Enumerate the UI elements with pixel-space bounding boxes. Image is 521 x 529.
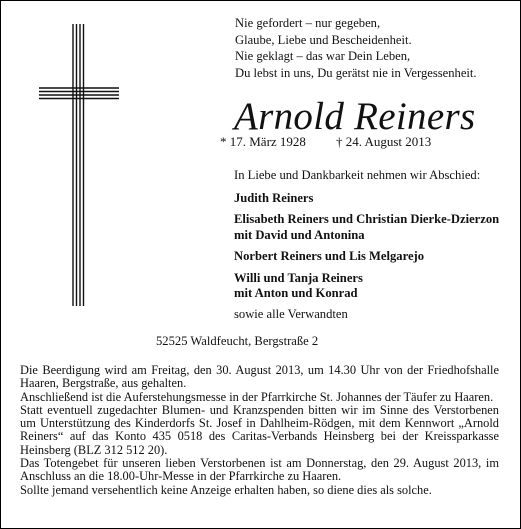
deceased-name: Arnold Reiners	[234, 95, 476, 138]
mourner-group	[234, 212, 499, 243]
paragraph: Die Beerdigung wird am Freitag, den 30. August 2013, um 14.30 Uhr von der Friedhofshalle Haaren, Bergstraße, aus gehalten.	[20, 363, 499, 391]
mourner-line: Willi und Tanja Reiners	[234, 270, 363, 285]
paragraph: Statt eventuell zugedachter Blumen- und Kranzspenden bitten wir im Sinne des Verstorbenen um Unterstützung des Kinderdorfs St. Josef in Dahlheim-Rödgen, mit dem Kennwort „Arnold Reiners“ auf das Konto 435 0518 des Caritas-Verbands Heinsberg bei der Kreissparkasse Heinsberg (BLZ 312 512 20).	[20, 402, 499, 457]
paragraph: Anschließend ist die Auferstehungsmesse in der Pfarrkirche St. Johannes der Täufer zu Haaren.	[20, 389, 494, 404]
mourner-line: Elisabeth Reiners und Christian Dierke-Dzierzon	[234, 212, 500, 227]
farewell-line: In Liebe und Dankbarkeit nehmen wir Abschied:	[234, 168, 481, 182]
poem	[235, 15, 477, 81]
life-dates	[220, 134, 431, 150]
funeral-details	[20, 364, 499, 497]
mourners-list	[234, 191, 499, 323]
death-date: † 24. August 2013	[335, 134, 432, 149]
mourner-group	[234, 191, 499, 206]
poem-line: Nie geklagt – das war Dein Leben,	[235, 49, 411, 64]
address: 52525 Waldfeucht, Bergstraße 2	[156, 334, 319, 348]
paragraph: Sollte jemand versehentlich keine Anzeige erhalten haben, so diene dies als solche.	[20, 482, 432, 497]
mourner-group	[234, 249, 499, 264]
birth-date: * 17. März 1928	[220, 134, 306, 149]
cross-icon	[39, 24, 119, 306]
mourner-group	[234, 271, 499, 302]
relatives-line: sowie alle Verwandten	[234, 307, 348, 322]
mourner-line: mit Anton und Konrad	[234, 286, 358, 301]
mourner-line: Judith Reiners	[234, 191, 314, 205]
paragraph: Das Totengebet für unseren lieben Verstorbenen ist am Donnerstag, den 29. August 2013, im Anschluss an die 18.00-Uhr-Messe in der Pfarrkirche zu Haaren.	[20, 456, 499, 484]
poem-line: Du lebst in uns, Du gerätst nie in Vergessenheit.	[235, 65, 477, 80]
poem-line: Glaube, Liebe und Bescheidenheit.	[235, 32, 412, 47]
mourner-line: mit David und Antonina	[234, 227, 365, 242]
poem-line: Nie gefordert – nur gegeben,	[235, 16, 381, 30]
mourner-line: Norbert Reiners und Lis Melgarejo	[234, 249, 425, 264]
